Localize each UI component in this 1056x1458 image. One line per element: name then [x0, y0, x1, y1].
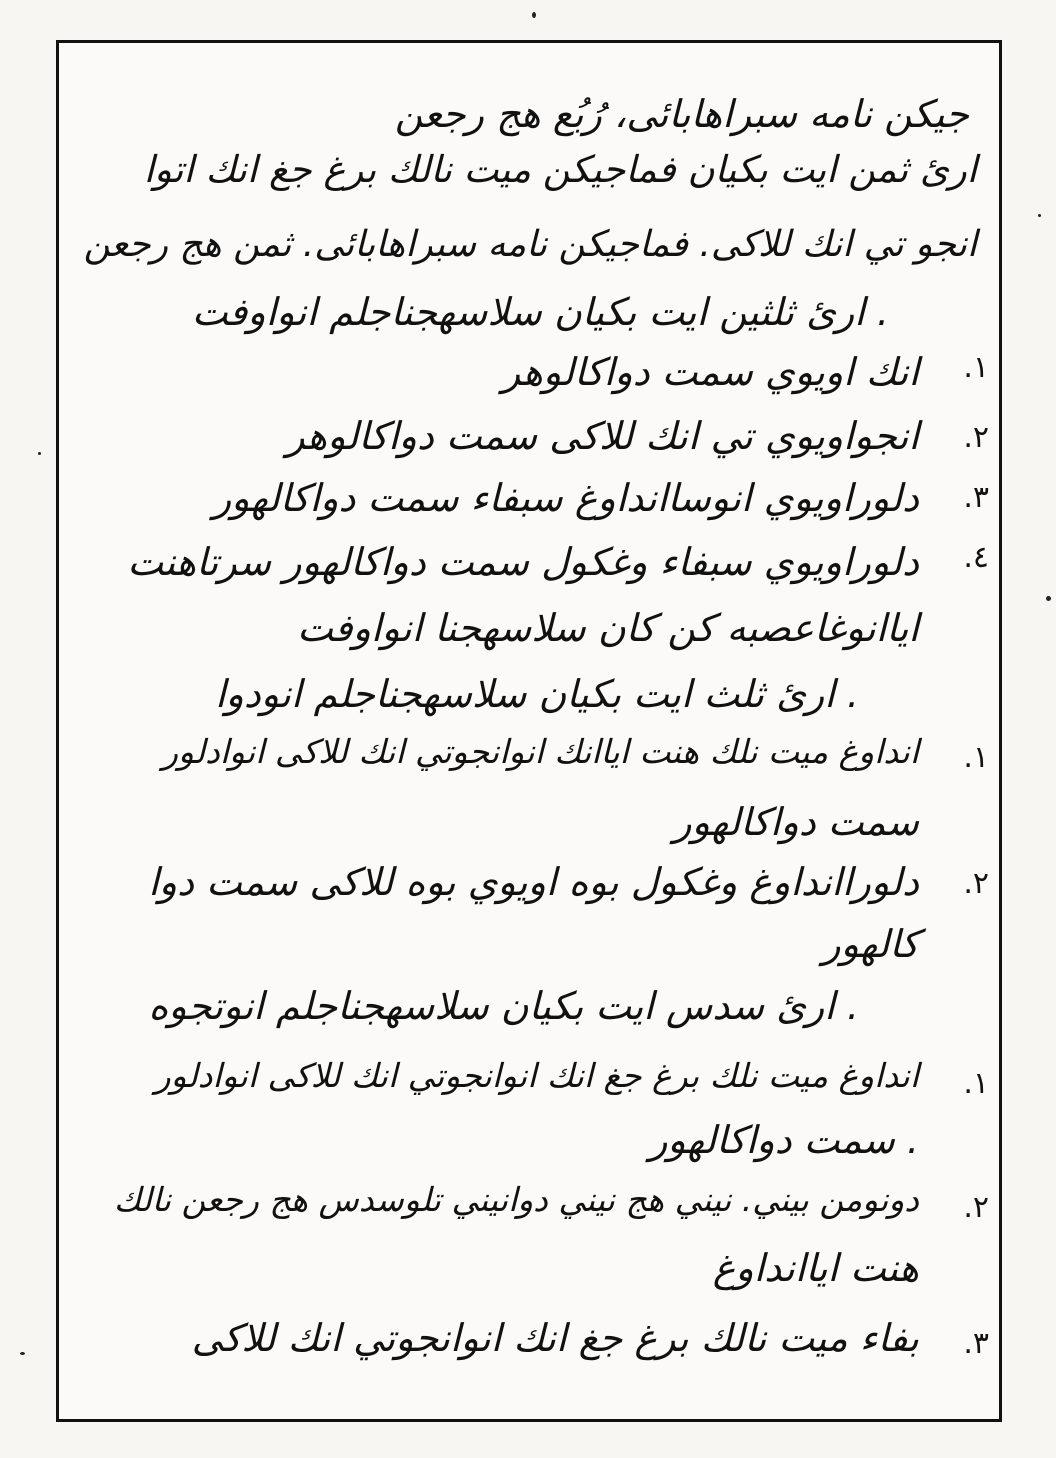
text-line: . سمت دواكالهور — [649, 1118, 919, 1162]
text-line: انداوغ ميت نلك هنت اياانك انوانجوتي انك للاكى انوادلور — [162, 732, 919, 771]
text-line: كالهور — [822, 922, 919, 966]
scan-speck — [532, 12, 536, 18]
scan-speck — [1046, 596, 1051, 601]
text-line: . ارئ ثلثين ايت بكيان سلاسهجناجلم انواوفت — [191, 290, 889, 334]
scan-speck — [38, 452, 41, 455]
scan-speck — [1038, 214, 1041, 217]
page-text — [59, 43, 999, 1419]
text-line: انداوغ ميت نلك برغ جغ انك انوانجوتي انك للاكى انوادلور — [154, 1056, 919, 1095]
text-line: جيكن نامه سبراهابائى، رُبُع هج رجعن — [394, 92, 969, 136]
text-line: ارئ ثمن ايت بكيان فماجيكن ميت نالك برغ جغ انك اتوا — [143, 148, 977, 191]
text-line: . ارئ سدس ايت بكيان سلاسهجناجلم انوتجوه — [148, 984, 859, 1028]
item-number: ٣. — [963, 480, 989, 515]
item-number: ٢. — [963, 1190, 989, 1225]
text-line: دلوراويوي سبفاء وغكول سمت دواكالهور سرتاهنت — [127, 540, 919, 584]
text-line: بفاء ميت نالك برغ جغ انك انوانجوتي انك للاكى — [191, 1316, 919, 1360]
item-number: ٣. — [963, 1326, 989, 1361]
text-line: انك اويوي سمت دواكالوهر — [501, 350, 919, 394]
text-line: اياانوغاعصبه كن كان سلاسهجنا انواوفت — [297, 606, 919, 650]
item-number: ١. — [963, 350, 989, 385]
text-line: سمت دواكالهور — [673, 800, 919, 844]
item-number: ٢. — [963, 420, 989, 455]
text-line: دلوراانداوغ وغكول بوه اويوي بوه للاكى سمت دوا — [148, 860, 919, 904]
page-border — [56, 40, 1002, 1422]
text-line: هنت اياانداوغ — [712, 1246, 919, 1290]
scan-speck — [20, 1352, 25, 1355]
text-line: انجو تي انك للاكى. فماجيكن نامه سبراهابائى. ثمن هج رجعن — [83, 224, 977, 265]
text-line: دلوراويوي انوساانداوغ سبفاء سمت دواكالهور — [212, 476, 919, 520]
text-line: انجواويوي تي انك للاكى سمت دواكالوهر — [286, 414, 919, 458]
item-number: ١. — [963, 1066, 989, 1101]
text-line: . ارئ ثلث ايت بكيان سلاسهجناجلم انودوا — [214, 672, 859, 716]
text-line: دونومن بيني. نيني هج نيني دوانيني تلوسدس هج رجعن نالك — [113, 1180, 919, 1219]
item-number: ١. — [963, 740, 989, 775]
item-number: ٤. — [963, 540, 989, 575]
item-number: ٢. — [963, 866, 989, 901]
